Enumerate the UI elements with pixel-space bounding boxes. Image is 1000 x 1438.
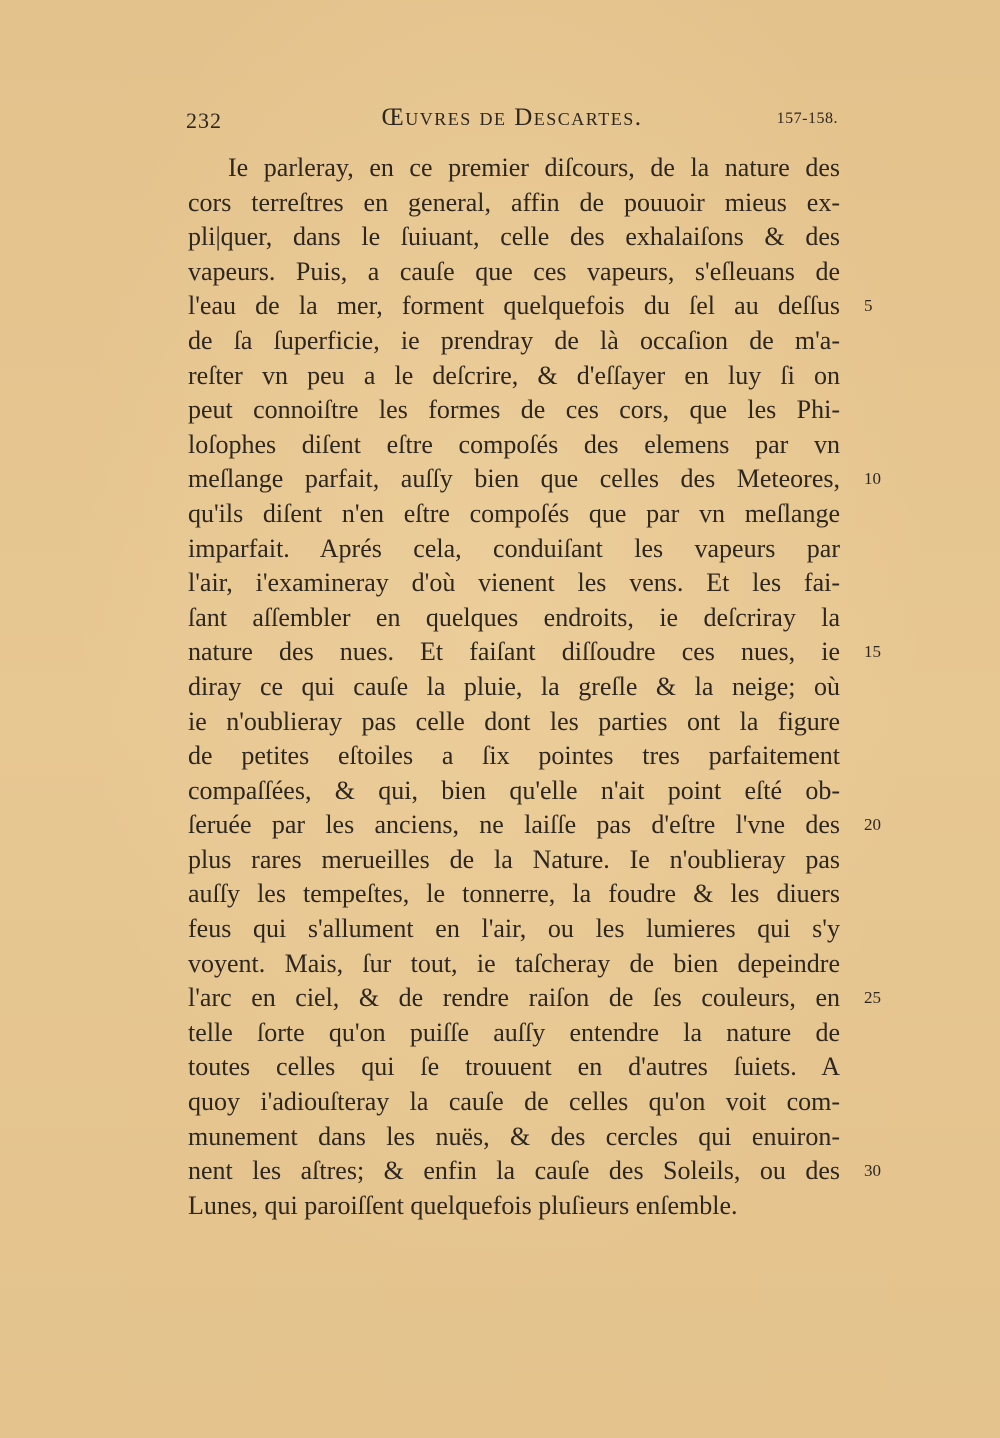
text-line: reſter vn peu a le deſcrire, & d'eſſayer en luy ſi on (188, 360, 840, 390)
line-number: 15 (864, 642, 881, 662)
text-line: imparfait. Aprés cela, conduiſant les vapeurs par (188, 533, 840, 563)
page-header (186, 104, 838, 136)
text-line: pli|quer, dans le ſuiuant, celle des exhalaiſons & des (188, 222, 840, 252)
text-line: qu'ils diſent n'en eſtre compoſés que par vn meſlange (188, 498, 840, 528)
text-line: telle ſorte qu'on puiſſe auſſy entendre la nature de (188, 1017, 840, 1047)
text-line: voyent. Mais, ſur tout, ie taſcheray de bien depeindre (188, 948, 840, 978)
page-number: 232 (186, 108, 222, 133)
text-line: auſſy les tempeſtes, le tonnerre, la foudre & les diuers (188, 879, 840, 909)
text-line: vapeurs. Puis, a cauſe que ces vapeurs, s'eſleuans de (188, 256, 840, 286)
text-line: toutes celles qui ſe trouuent en d'autres ſuiets. A (188, 1052, 840, 1082)
line-number: 20 (864, 815, 881, 835)
text-line: l'eau de la mer, forment quelquefois du ſel au deſſus (188, 291, 840, 321)
text-line: cors terreſtres en general, affin de pouuoir mieus ex- (188, 187, 840, 217)
text-line: ie n'oublieray pas celle dont les parties ont la figure (188, 706, 840, 736)
text-line: l'arc en ciel, & de rendre raiſon de ſes couleurs, en (188, 983, 840, 1013)
text-line: munement dans les nuës, & des cercles qui enuiron- (188, 1121, 840, 1151)
text-line: Ie parleray, en ce premier diſcours, de la nature des (228, 153, 840, 182)
text-line: de ſa ſuperficie, ie prendray de là occaſion de m'a- (188, 325, 840, 355)
text-line: compaſſées, & qui, bien qu'elle n'ait point eſté ob- (188, 775, 840, 805)
line-number: 5 (864, 296, 873, 316)
text-line: nature des nues. Et faiſant diſſoudre ces nues, ie (188, 637, 840, 667)
text-line: Lunes, qui paroiſſent quelquefois pluſieurs enſemble. (188, 1190, 738, 1220)
text-line: feus qui s'allument en l'air, ou les lumieres qui s'y (188, 914, 840, 944)
text-line: nent les aſtres; & enfin la cauſe des Soleils, ou des (188, 1156, 840, 1186)
line-number: 30 (864, 1161, 881, 1181)
text-line: meſlange parfait, auſſy bien que celles des Meteores, (188, 464, 840, 494)
text-line: plus rares merueilles de la Nature. Ie n'oublieray pas (188, 844, 840, 874)
body-text (188, 151, 840, 1223)
text-line: de petites eſtoiles a ſix pointes tres parfaitement (188, 741, 840, 771)
page-reference: 157-158. (776, 110, 838, 127)
line-number: 25 (864, 988, 881, 1008)
text-line: peut connoiſtre les formes de ces cors, que les Phi- (188, 395, 840, 425)
text-line: ſeruée par les anciens, ne laiſſe pas d'eſtre l'vne des (188, 810, 840, 840)
text-line: quoy i'adiouſteray la cauſe de celles qu'on voit com- (188, 1087, 840, 1117)
running-title: Œuvres de Descartes. (381, 104, 643, 131)
line-number: 10 (864, 469, 881, 489)
text-line: ſant aſſembler en quelques endroits, ie deſcriray la (188, 602, 840, 632)
text-line: diray ce qui cauſe la pluie, la greſle & la neige; où (188, 671, 840, 701)
text-line: loſophes diſent eſtre compoſés des elemens par vn (188, 429, 840, 459)
text-line: l'air, i'examineray d'où vienent les vens. Et les fai- (188, 568, 840, 598)
